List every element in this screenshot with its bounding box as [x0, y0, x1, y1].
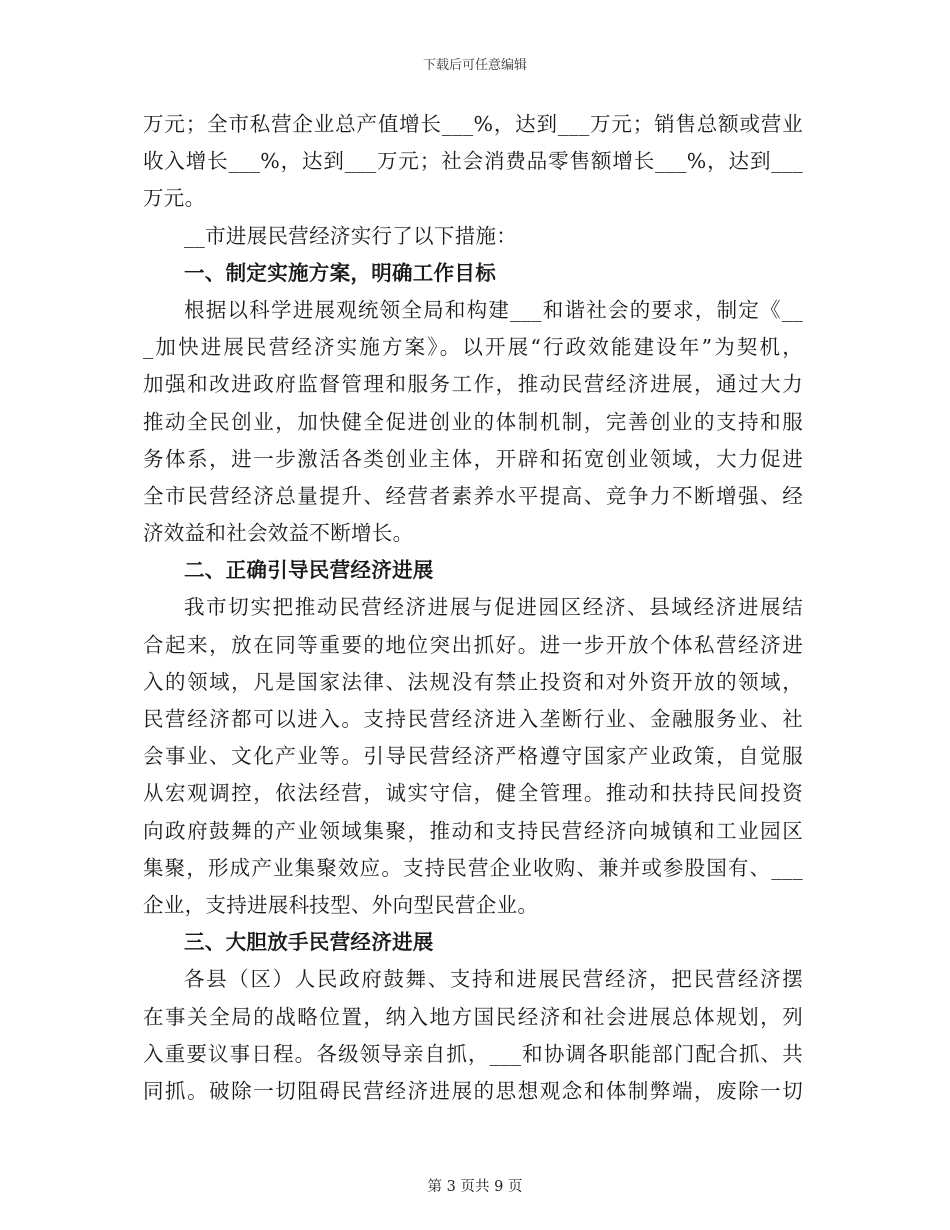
body-line: 收入增长___%，达到___万元；社会消费品零售额增长___%，达到___	[143, 149, 803, 174]
body-line: 全市民营经济总量提升、经营者素养水平提高、竞争力不断增强、经	[143, 483, 803, 508]
section-heading: 二、正确引导民营经济进展	[184, 558, 434, 583]
body-line: 向政府鼓舞的产业领域集聚，推动和支持民营经济向城镇和工业园区	[143, 818, 803, 843]
body-line: __市进展民营经济实行了以下措施：	[184, 223, 518, 248]
body-line: 集聚，形成产业集聚效应。支持民营企业收购、兼并或参股国有、___	[143, 855, 803, 880]
body-line: 同抓。破除一切阻碍民营经济进展的思想观念和体制弊端，废除一切	[143, 1078, 803, 1103]
page-header-note: 下载后可任意编辑	[422, 58, 527, 73]
body-line: 加强和改进政府监督管理和服务工作，推动民营经济进展，通过大力	[143, 372, 803, 397]
body-line: 会事业、文化产业等。引导民营经济严格遵守国家产业政策，自觉服	[143, 744, 803, 769]
body-line: 根据以科学进展观统领全局和构建___和谐社会的要求，制定《__	[184, 297, 803, 322]
body-line: 入的领域，凡是国家法律、法规没有禁止投资和对外资开放的领域，	[143, 669, 803, 694]
body-line: 我市切实把推动民营经济进展与促进园区经济、县域经济进展结	[184, 595, 803, 620]
body-line: 务体系，进一步激活各类创业主体，开辟和拓宽创业领域，大力促进	[143, 446, 803, 471]
body-line: 各县（区）人民政府鼓舞、支持和进展民营经济，把民营经济摆	[184, 967, 803, 992]
section-heading: 一、制定实施方案，明确工作目标	[184, 260, 496, 285]
body-line: 企业，支持进展科技型、外向型民营企业。	[143, 892, 539, 917]
body-line: _加快进展民营经济实施方案》。以开展“行政效能建设年”为契机，	[143, 335, 803, 360]
body-line: 推动全民创业，加快健全促进创业的体制机制，完善创业的支持和服	[143, 409, 803, 434]
document-body	[143, 106, 803, 1110]
body-line: 万元。	[143, 186, 206, 211]
page-number: 第 3 页共 9 页	[427, 1179, 523, 1195]
section-heading: 三、大胆放手民营经济进展	[184, 930, 434, 955]
body-line: 民营经济都可以进入。支持民营经济进入垄断行业、金融服务业、社	[143, 707, 803, 731]
body-line: 在事关全局的战略位置，纳入地方国民经济和社会进展总体规划，列	[143, 1004, 803, 1029]
body-line: 从宏观调控，依法经营，诚实守信，健全管理。推动和扶持民间投资	[143, 781, 803, 806]
body-line: 济效益和社会效益不断增长。	[143, 521, 414, 546]
body-line: 入重要议事日程。各级领导亲自抓，___和协调各职能部门配合抓、共	[143, 1041, 803, 1066]
body-line: 合起来，放在同等重要的地位突出抓好。进一步开放个体私营经济进	[143, 632, 803, 657]
body-line: 万元；全市私营企业总产值增长___%，达到___万元；销售总额或营业	[143, 112, 803, 136]
